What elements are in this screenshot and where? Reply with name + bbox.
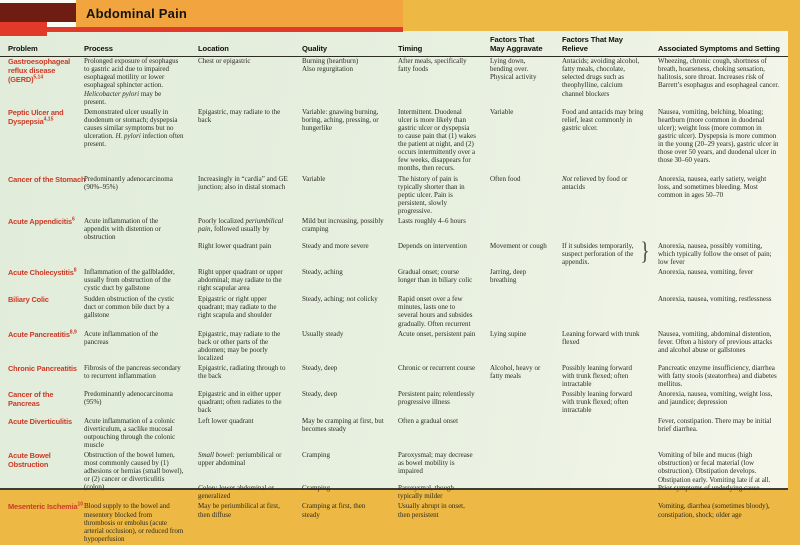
relieve-cell (556, 390, 652, 416)
associated-cell (652, 57, 788, 108)
aggravate-cell (484, 57, 556, 108)
process-cell (78, 268, 192, 294)
relieve-cell (556, 502, 652, 544)
cell-text: Leaning forward with trunk flexed (562, 329, 640, 346)
quality-cell (296, 108, 392, 175)
cell-text: Poorly localized periumbilical pain, followed usually by (198, 216, 284, 234)
associated-cell (652, 502, 788, 544)
location-cell (192, 217, 296, 268)
quality-cell (296, 175, 392, 217)
location-cell (192, 364, 296, 390)
cell-text: Epigastric or right upper quadrant; may radiate to the right scapula and shoulder (198, 295, 277, 320)
aggravate-cell (484, 451, 556, 502)
cell-text: Epigastric and in either upper quadrant; often radiates to the back (198, 390, 282, 415)
process-cell (78, 364, 192, 390)
process-cell (78, 390, 192, 416)
cell-text: Often food (490, 174, 521, 183)
problem-cell: Biliary Colic (8, 295, 49, 305)
cell-text: Blood supply to the bowel and mesentery blocked from thrombosis or embolus (acute arterial occlusion), or reduced from hypoperfusion (84, 502, 184, 543)
quality-cell (296, 57, 392, 108)
cell-text: Variable (302, 174, 326, 183)
brace-glyph: } (640, 237, 650, 265)
cell-text: Often a gradual onset (398, 416, 459, 425)
relieve-cell (556, 108, 652, 175)
associated-cell (652, 217, 788, 268)
cell-text: Persistent pain; relentlessly progressive illness (398, 390, 475, 407)
table-row (0, 217, 788, 268)
cell-text: Nausea, vomiting, belching, bloating; heartburn (more common in duodenal ulcer); weight loss (more common in gastric ulcer). Dyspepsia is more common in the young (20–29 years), gastric ulcer in those over 50 years, and duodenal ulcer in those 30–60 years. (658, 107, 779, 165)
cell-text: Increasingly in “cardia” and GE junction; also in distal stomach (198, 174, 288, 191)
cell-text: Obstipation early. Vomiting late if at all. Prior symptoms of underlying cause. (658, 476, 771, 493)
cell-text: Left lower quadrant (198, 416, 254, 425)
table-row (0, 502, 788, 544)
cell-text: Cramping (302, 484, 330, 493)
location-cell (192, 108, 296, 175)
aggravate-cell (484, 108, 556, 175)
relieve-cell (556, 57, 652, 108)
timing-cell (392, 364, 484, 390)
timing-cell (392, 175, 484, 217)
process-cell (78, 295, 192, 329)
cell-text: Antacids; avoiding alcohol, fatty meals, chocolate, selected drugs such as theophylline, calcium channel blockers (562, 57, 640, 98)
column-header-timing: Timing (398, 43, 423, 53)
associated-cell (652, 108, 788, 175)
cell-text: Steady, deep (302, 364, 338, 372)
problem-cell: Mesenteric Ischemia$^{10}$ (8, 501, 84, 512)
table-row (0, 417, 788, 451)
aggravate-cell (484, 390, 556, 416)
relieve-cell (556, 175, 652, 217)
cell-text: Variable: gnawing burning, boring, aching, pressing, or hungerlike (302, 107, 379, 132)
page-title: Abdominal Pain (86, 6, 188, 21)
cell-text: Possibly leaning forward with trunk flexed; often intractable (562, 364, 632, 389)
cell-text: Steady, deep (302, 390, 338, 399)
aggravate-cell (484, 364, 556, 390)
cell-text: Acute inflammation of the pancreas (84, 329, 159, 346)
cell-text: Mild but increasing, possibly cramping (302, 216, 384, 234)
process-cell (78, 217, 192, 268)
relieve-cell (556, 417, 652, 451)
problem-cell: Acute Bowel Obstruction (8, 450, 51, 469)
table-row (0, 57, 788, 108)
associated-cell (652, 364, 788, 390)
location-cell (192, 502, 296, 544)
process-cell (78, 57, 192, 108)
table-body (0, 57, 788, 545)
location-cell (192, 268, 296, 294)
cell-text: Cramping at first, then steady (302, 502, 366, 519)
timing-cell (392, 57, 484, 108)
aggravate-cell (484, 175, 556, 217)
reference-superscript: 4,15 (43, 116, 54, 123)
cell-text: Steady, aching (302, 268, 343, 277)
location-cell (192, 451, 296, 502)
cell-text: Jarring, deep breathing (490, 268, 527, 285)
process-cell (78, 451, 192, 502)
cell-text: Vomiting, diarrhea (sometimes bloody), constipation, shock; older age (658, 502, 770, 519)
reference-superscript: 10 (77, 501, 84, 508)
timing-cell (392, 295, 484, 329)
aggravate-cell (484, 330, 556, 364)
cell-text: Variable (490, 107, 514, 116)
associated-cell (652, 175, 788, 217)
aggravate-cell (484, 417, 556, 451)
location-cell (192, 295, 296, 329)
cell-text: Chest or epigastric (198, 57, 251, 66)
title-tab (76, 0, 403, 27)
cell-text: Epigastric, radiating through to the back (198, 364, 286, 381)
cell-text: Acute onset, persistent pain (398, 329, 476, 338)
process-cell (78, 108, 192, 175)
cell-text: Steady, aching; not colicky (302, 295, 378, 304)
cell-text: Chronic or recurrent course (398, 364, 476, 372)
cell-text: May be cramping at first, but becomes steady (302, 416, 384, 433)
reference-superscript: 5,14 (33, 74, 44, 81)
associated-cell (652, 390, 788, 416)
cell-text: After meals, specifically fatty foods (398, 57, 467, 74)
cell-text: Vomiting of bile and mucus (high obstruction) or fecal material (low obstruction). Obstipation develops. (658, 450, 757, 476)
aggravate-cell (484, 268, 556, 294)
associated-cell (652, 268, 788, 294)
column-header-problem: Problem (8, 43, 38, 53)
cell-text: May be periumbilical at first, then diffuse (198, 502, 280, 519)
cell-text: Fibrosis of the pancreas secondary to recurrent inflammation (84, 364, 181, 381)
column-header-relieve: Factors That May Relieve (562, 35, 623, 53)
cell-text: Steady and more severe (302, 242, 369, 251)
cell-text: Gradual onset; course longer than in biliary colic (398, 268, 473, 285)
cell-text: Also regurgitation (302, 65, 354, 74)
cell-text: Food and antacids may bring relief, least commonly in gastric ulcer. (562, 107, 644, 132)
quality-cell (296, 364, 392, 390)
timing-cell (392, 502, 484, 544)
timing-cell (392, 268, 484, 294)
quality-cell (296, 295, 392, 329)
problem-cell: Acute Cholecystitis$^8$ (8, 267, 77, 278)
cell-text: Depends on intervention (398, 242, 467, 251)
process-cell (78, 330, 192, 364)
cell-text: Possibly leaning forward with trunk flexed; often intractable (562, 390, 632, 415)
quality-cell (296, 502, 392, 544)
cell-text: Right lower quadrant pain (198, 242, 272, 251)
cell-text: Anorexia, nausea, vomiting, weight loss, and jaundice; depression (658, 390, 773, 407)
column-header-aggravate: Factors That May Aggravate (490, 35, 543, 53)
cell-text: Rapid onset over a few minutes, lasts one to several hours and subsides gradually. Often recurrent (398, 295, 473, 328)
timing-cell (392, 451, 484, 502)
table-row (0, 175, 788, 217)
cell-text: Anorexia, nausea, possibly vomiting, which typically follow the onset of pain; low fever (658, 241, 772, 267)
cell-text: Fever, constipation. There may be initial brief diarrhea. (658, 416, 772, 433)
quality-cell (296, 217, 392, 268)
process-cell (78, 175, 192, 217)
cell-text: Anorexia, nausea, early satiety, weight loss, and sometimes bleeding. Most common in ages 50–70 (658, 174, 767, 199)
reference-superscript: 8 (73, 267, 77, 274)
cell-text: Paroxysmal; may decrease as bowel mobility is impaired (398, 450, 473, 476)
cell-text: Anorexia, nausea, vomiting, fever (658, 268, 754, 277)
associated-cell (652, 417, 788, 451)
location-cell (192, 417, 296, 451)
cell-text: Not relieved by food or antacids (562, 174, 628, 191)
cell-text: Epigastric, may radiate to the back (198, 107, 281, 124)
table-row (0, 330, 788, 364)
aggravate-cell (484, 295, 556, 329)
process-cell (78, 502, 192, 544)
problem-cell: Peptic Ulcer and Dyspepsia$^{4,15}$ (8, 107, 64, 126)
cell-text: Anorexia, nausea, vomiting, restlessness (658, 295, 772, 304)
process-cell (78, 417, 192, 451)
cell-text: Demonstrated ulcer usually in duodenum or stomach; dyspepsia causes similar symptoms but no ulceration. H. pylori infection often present. (84, 107, 184, 149)
table-header-row (0, 33, 788, 57)
timing-cell (392, 330, 484, 364)
cell-text: Usually abrupt in onset, then persistent (398, 502, 465, 519)
problem-cell: Cancer of the Pancreas (8, 390, 54, 409)
quality-cell (296, 390, 392, 416)
timing-cell (392, 108, 484, 175)
table-row (0, 268, 788, 295)
cell-text: Acute inflammation of a colonic diverticulum, a saclike mucosal outpouching through the colonic muscle (84, 416, 176, 449)
problem-cell: Acute Appendicitis$^6$ (8, 216, 75, 226)
relieve-cell (556, 364, 652, 390)
cell-text: Obstruction of the bowel lumen, most commonly caused by (1) adhesions or hernias (small bowel), or (2) cancer or diverticulitis (colon) (84, 450, 184, 492)
cell-text: Acute inflammation of the appendix with distention or obstruction (84, 216, 161, 242)
cell-text: Nausea, vomiting, abdominal distention, fever. Often a history of previous attacks and alcohol abuse or gallstones (658, 329, 773, 354)
column-header-location: Location (198, 43, 229, 53)
relieve-cell (556, 451, 652, 502)
cell-text: Inflammation of the gallbladder, usually from obstruction of the cystic duct by gallstone (84, 268, 175, 293)
table-row (0, 108, 788, 175)
cell-text: Colon: lower abdominal or generalized (198, 484, 275, 501)
cell-text: Lasts roughly 4–6 hours (398, 216, 466, 225)
problem-cell: Chronic Pancreatitis (8, 364, 77, 373)
cell-text: Predominantly adenocarcinoma (90%–95%) (84, 174, 173, 191)
cell-text: Epigastric, may radiate to the back or other parts of the abdomen; may be poorly localized (198, 329, 281, 362)
cell-text: Prolonged exposure of esophagus to gastric acid due to impaired esophageal motility or lower esophageal sphincter action. Helicobacter pylori may be present. (84, 57, 179, 106)
problem-cell: Cancer of the Stomach (8, 174, 86, 184)
quality-cell (296, 451, 392, 502)
column-header-quality: Quality (302, 43, 328, 53)
aggravate-cell (484, 217, 556, 268)
quality-cell (296, 330, 392, 364)
cell-text: Usually steady (302, 329, 344, 338)
reference-superscript: 8,9 (69, 329, 77, 336)
table-row (0, 295, 788, 329)
table-row (0, 390, 788, 416)
cell-text: Predominantly adenocarcinoma (95%) (84, 390, 173, 407)
cell-text: Pancreatic enzyme insufficiency, diarrhea with fatty stools (steatorrhea) and diabetes mellitus. (658, 364, 777, 389)
location-cell (192, 390, 296, 416)
location-cell (192, 330, 296, 364)
reference-superscript: 6 (71, 216, 75, 223)
abdominal-pain-table (0, 33, 788, 545)
cell-text: Lying down, bending over. Physical activity (490, 57, 537, 82)
table-row (0, 451, 788, 502)
table-row (0, 364, 788, 390)
cell-text: If it subsides temporarily, suspect perforation of the appendix. (562, 241, 634, 267)
associated-cell (652, 330, 788, 364)
cell-text: Intermittent. Duodenal ulcer is more likely than gastric ulcer or dyspepsia to cause pain that (1) wakes the patient at night, and (2) occurs intermittently over a few weeks, disappears for months, then recurs. (398, 107, 476, 173)
cell-text: Sudden obstruction of the cystic duct or common bile duct by a gallstone (84, 295, 175, 320)
cell-text: Cramping (302, 450, 330, 459)
location-cell (192, 175, 296, 217)
location-cell (192, 57, 296, 108)
problem-cell: Gastroesophageal reflux disease (GERD)$^{5,14}$ (8, 57, 71, 85)
problem-cell: Acute Pancreatitis$^{8,9}$ (8, 329, 77, 339)
quality-cell (296, 417, 392, 451)
banner-underline (0, 27, 403, 32)
cell-text: Lying supine (490, 329, 527, 338)
column-header-process: Process (84, 43, 113, 53)
cell-text: Burning (heartburn) (302, 57, 359, 66)
cell-text: Movement or cough (490, 241, 547, 250)
relieve-cell (556, 295, 652, 329)
timing-cell (392, 417, 484, 451)
associated-cell (652, 295, 788, 329)
associated-cell (652, 451, 788, 502)
cell-text: Small bowel: periumbilical or upper abdominal (198, 450, 282, 468)
timing-cell (392, 217, 484, 268)
relieve-cell (556, 217, 652, 268)
relieve-cell (556, 268, 652, 294)
cell-text: Alcohol, heavy or fatty meals (490, 364, 541, 381)
cell-text: Paroxysmal, though typically milder (398, 484, 454, 501)
column-header-associated: Associated Symptoms and Setting (658, 43, 780, 53)
cell-text: Wheezing, chronic cough, shortness of breath, hoarseness, choking sensation, halitosis, sore throat. Increases risk of Barrett’s esophagus and esophageal cancer. (658, 57, 780, 90)
cell-text: The history of pain is typically shorter than in peptic ulcer. Pain is persistent, slowly progressive. (398, 174, 465, 215)
timing-cell (392, 390, 484, 416)
quality-cell (296, 268, 392, 294)
cell-text: Right upper quadrant or upper abdominal; may radiate to the right scapular area (198, 268, 283, 293)
relieve-cell (556, 330, 652, 364)
aggravate-cell (484, 502, 556, 544)
problem-cell: Acute Diverticulitis (8, 416, 72, 426)
